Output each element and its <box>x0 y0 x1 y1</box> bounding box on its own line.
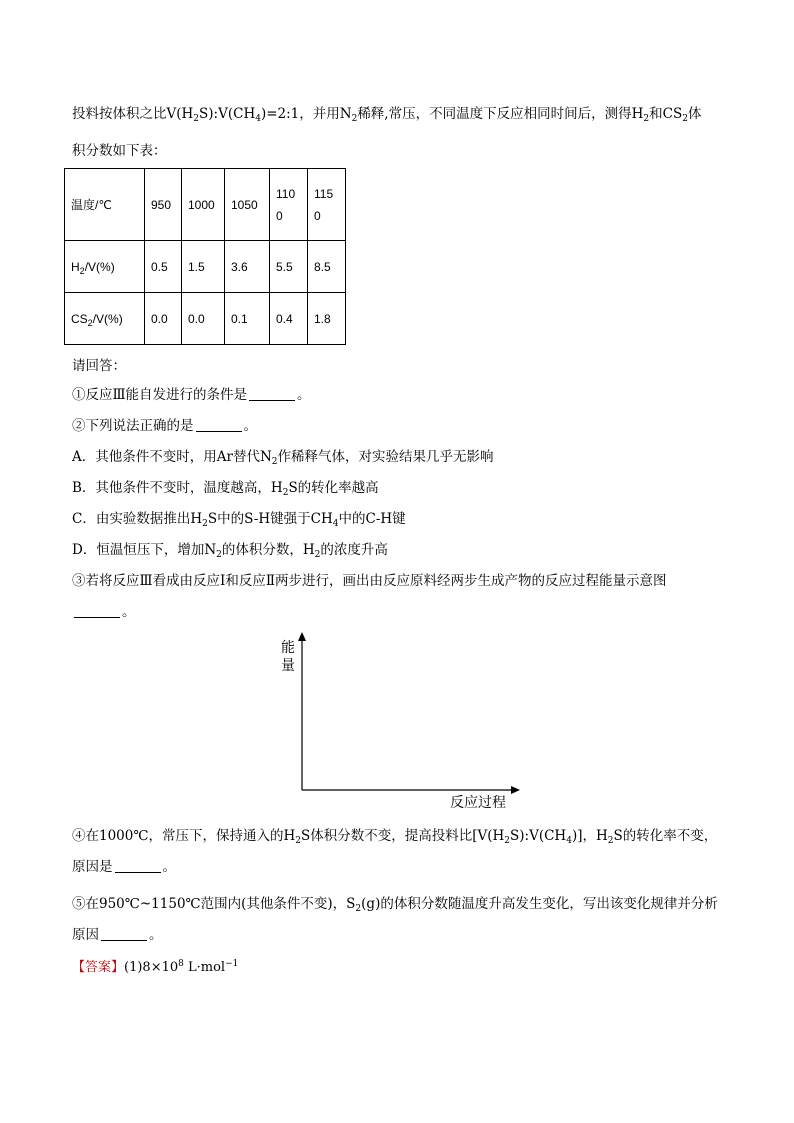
answer-tag: 【答案】 <box>72 960 125 975</box>
option-text: S中的S-H键强于CH <box>207 511 333 527</box>
subscript: 4 <box>332 519 339 529</box>
answer-blank <box>115 860 161 873</box>
question-text: ④在1000℃，常压下，保持通入的H <box>72 828 296 844</box>
option-text: A．其他条件不变时，用Ar替代N <box>72 449 272 465</box>
punctuation: 。 <box>297 387 311 403</box>
table-row-label <box>65 241 145 293</box>
subscript: 4 <box>566 836 572 846</box>
data-table <box>64 168 346 345</box>
subscript: 2 <box>607 836 614 846</box>
option-text: C．由实验数据推出H <box>72 511 203 527</box>
punctuation: 。 <box>162 859 176 875</box>
answer-text: L·mol <box>183 960 226 975</box>
y-axis-label: 能 <box>281 640 295 656</box>
answer-blank <box>249 388 295 401</box>
energy-diagram-axes <box>270 628 530 818</box>
option-text: D．恒温恒压下，增加N <box>72 542 217 558</box>
subscript: 4 <box>255 114 261 124</box>
question-5-line-2 <box>72 925 163 945</box>
table-cell: 0.0 <box>145 293 182 345</box>
intro-line-2: 积分数如下表： <box>72 143 167 159</box>
question-2 <box>72 416 257 436</box>
answer-line <box>72 956 238 975</box>
row-label-text: CS <box>71 311 88 326</box>
table-cell: 8.5 <box>308 241 346 293</box>
subscript: 2 <box>504 836 511 846</box>
question-text: ③若将反应Ⅲ看成由反应Ⅰ和反应Ⅱ两步进行，画出由反应原料经两步生成产物的反应过程能量示意图 <box>72 573 667 589</box>
subscript: 2 <box>314 550 321 560</box>
subscript: 2 <box>202 519 208 529</box>
table-header-row <box>65 169 346 241</box>
table-header-cell <box>270 169 308 241</box>
question-3-blank-line <box>72 602 136 622</box>
subscript: 2 <box>87 317 93 328</box>
intro-text: )=2:1，并用N <box>260 106 352 122</box>
option-text: 的体积分数，H <box>221 542 315 558</box>
answer-blank <box>101 928 147 941</box>
subscript: 2 <box>79 265 85 276</box>
table-cell: 3.6 <box>225 241 270 293</box>
subscript: 2 <box>282 488 289 498</box>
question-5 <box>72 894 718 914</box>
question-4 <box>72 826 717 846</box>
question-3 <box>72 571 667 591</box>
row-label-text: /V(%) <box>84 259 115 274</box>
question-text: ①反应Ⅲ能自发进行的条件是 <box>72 387 248 403</box>
question-text: 原因是 <box>72 859 113 875</box>
option-text: 中的C-H键 <box>338 511 406 527</box>
option-c <box>72 509 406 529</box>
subscript: 2 <box>216 550 222 560</box>
subscript: 2 <box>351 114 358 124</box>
subscript: 2 <box>682 114 688 124</box>
row-label-text: /V(%) <box>92 311 123 326</box>
answer-blank <box>74 605 120 618</box>
table-cell: 1.8 <box>308 293 346 345</box>
table-header-text: 1100 <box>276 186 296 223</box>
table-header-text: 1150 <box>314 186 334 223</box>
table-cell: 0.5 <box>145 241 182 293</box>
punctuation: 。 <box>122 604 136 620</box>
question-text: 原因 <box>72 927 99 943</box>
question-text: )]，H <box>571 828 608 844</box>
table-row <box>65 293 346 345</box>
intro-text: 体 <box>687 106 702 122</box>
subscript: 2 <box>643 114 650 124</box>
option-text: S的转化率越高 <box>288 480 379 496</box>
intro-text: 和CS <box>649 106 683 122</box>
intro-text: S):V(CH <box>199 106 256 122</box>
intro-text: 投料按体积之比V(H <box>72 106 194 122</box>
option-text: B．其他条件不变时，温度越高，H <box>72 480 283 496</box>
question-text: ②下列说法正确的是 <box>72 418 194 434</box>
y-axis-arrow-icon <box>298 632 306 641</box>
table-row <box>65 241 346 293</box>
answer-blank <box>196 419 242 432</box>
answer-exponent: 8 <box>178 959 184 969</box>
y-axis-label: 量 <box>281 658 295 674</box>
option-b <box>72 478 379 498</box>
row-label-text: H <box>71 259 80 274</box>
punctuation: 。 <box>243 418 257 434</box>
option-d <box>72 540 388 560</box>
table-cell: 5.5 <box>270 241 308 293</box>
subscript: 2 <box>271 457 278 467</box>
question-text: S的转化率不变， <box>613 828 718 844</box>
table-row-label <box>65 293 145 345</box>
x-axis-arrow-icon <box>511 786 520 794</box>
punctuation: 。 <box>149 927 163 943</box>
intro-line-1 <box>72 104 701 124</box>
answer-exponent: −1 <box>225 959 239 969</box>
subscript: 2 <box>355 904 362 914</box>
table-cell: 1.5 <box>182 241 225 293</box>
option-text: 的浓度升高 <box>320 542 388 558</box>
subscript: 2 <box>193 114 200 124</box>
question-4-line-2 <box>72 857 176 877</box>
table-header-cell <box>308 169 346 241</box>
subscript: 2 <box>295 836 301 846</box>
question-text: (g)的体积分数随温度升高发生变化，写出该变化规律并分析 <box>361 896 718 912</box>
table-header-cell: 1000 <box>182 169 225 241</box>
answer-text: (1)8×10 <box>124 960 179 975</box>
option-text: 作稀释气体，对实验结果几乎无影响 <box>277 449 494 465</box>
intro-text: 稀释,常压，不同温度下反应相同时间后，测得H <box>357 106 644 122</box>
question-text: ⑤在950℃~1150℃范围内(其他条件不变)，S <box>72 896 356 912</box>
table-header-cell: 1050 <box>225 169 270 241</box>
x-axis-label: 反应过程 <box>450 795 506 811</box>
answer-prompt: 请回答： <box>72 358 126 374</box>
option-a <box>72 447 494 467</box>
table-cell: 0.1 <box>225 293 270 345</box>
question-1 <box>72 385 311 405</box>
table-cell: 0.4 <box>270 293 308 345</box>
table-header-cell: 温度/℃ <box>65 169 145 241</box>
question-text: S):V(CH <box>510 828 567 844</box>
table-cell: 0.0 <box>182 293 225 345</box>
table-header-cell: 950 <box>145 169 182 241</box>
question-text: S体积分数不变，提高投料比[V(H <box>300 828 505 844</box>
